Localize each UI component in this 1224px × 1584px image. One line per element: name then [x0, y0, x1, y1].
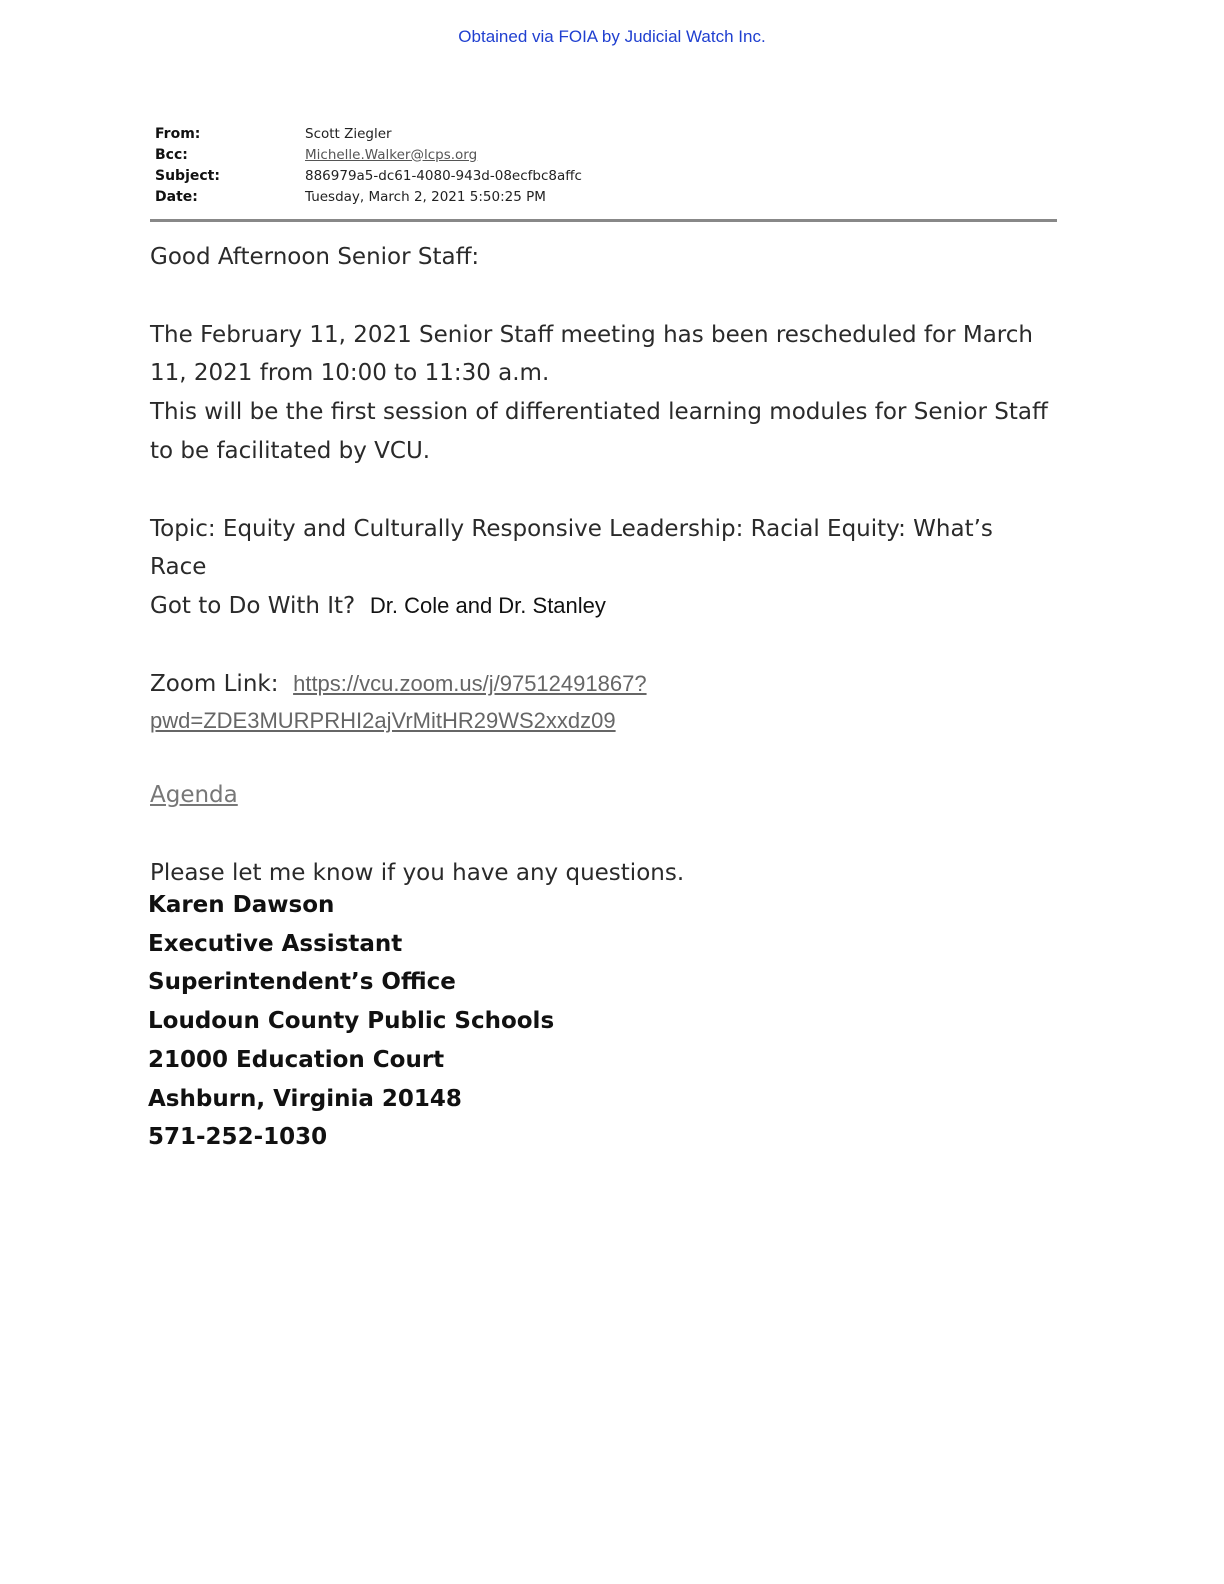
- from-label: From:: [155, 125, 201, 142]
- closing-line: Please let me know if you have any questions.: [150, 859, 685, 886]
- agenda-line: [150, 776, 1050, 815]
- header-divider: [150, 219, 1057, 222]
- agenda-link[interactable]: Agenda: [150, 782, 238, 809]
- body-line-1: The February 11, 2021 Senior Staff meeting has been rescheduled for March: [150, 321, 1033, 348]
- topic-line-1: Topic: Equity and Culturally Responsive Leadership: Racial Equity: What’s Race: [150, 515, 993, 581]
- signature-name: Karen Dawson: [148, 892, 335, 918]
- signature-block: [148, 886, 554, 1157]
- signature-title: Executive Assistant: [148, 930, 403, 957]
- zoom-link-part-2[interactable]: pwd=ZDE3MURPRHI2ajVrMitHR29WS2xxdz09: [150, 707, 616, 733]
- signature-organization: Loudoun County Public Schools: [148, 1008, 555, 1035]
- zoom-label: Zoom Link:: [150, 670, 279, 697]
- zoom-line: [150, 665, 1050, 704]
- greeting: Good Afternoon Senior Staff:: [150, 244, 480, 270]
- speakers: Dr. Cole and Dr. Stanley: [369, 593, 606, 619]
- signature-street: 21000 Education Court: [148, 1046, 445, 1073]
- topic-line-2: [150, 587, 1050, 626]
- body-line-2: 11, 2021 from 10:00 to 11:30 a.m.: [150, 360, 550, 387]
- from-row: [155, 123, 1057, 144]
- subject-row: [155, 165, 1057, 186]
- date-label: Date:: [155, 188, 198, 205]
- signature-city: Ashburn, Virginia 20148: [148, 1085, 462, 1112]
- zoom-line-2: [150, 704, 1050, 738]
- body-line-3: This will be the first session of differentiated learning modules for Senior Staff: [150, 399, 1048, 426]
- bcc-row: [155, 144, 1057, 165]
- email-body: [150, 238, 1050, 893]
- signature-phone: 571-252-1030: [148, 1124, 328, 1151]
- bcc-label: Bcc:: [155, 146, 188, 163]
- subject-label: Subject:: [155, 167, 220, 184]
- date-row: [155, 186, 1057, 207]
- foia-banner: Obtained via FOIA by Judicial Watch Inc.: [458, 27, 766, 46]
- topic-text: Got to Do With It?: [150, 593, 356, 620]
- date-value: Tuesday, March 2, 2021 5:50:25 PM: [305, 188, 546, 205]
- zoom-link-part-1[interactable]: https://vcu.zoom.us/j/97512491867?: [293, 670, 647, 696]
- body-line-4: to be facilitated by VCU.: [150, 437, 431, 464]
- signature-office: Superintendent’s Office: [148, 969, 456, 996]
- subject-value: 886979a5-dc61-4080-943d-08ecfbc8affc: [305, 167, 582, 184]
- email-header: [155, 123, 1057, 207]
- bcc-email-link[interactable]: Michelle.Walker@lcps.org: [305, 146, 478, 163]
- from-value: Scott Ziegler: [305, 125, 392, 142]
